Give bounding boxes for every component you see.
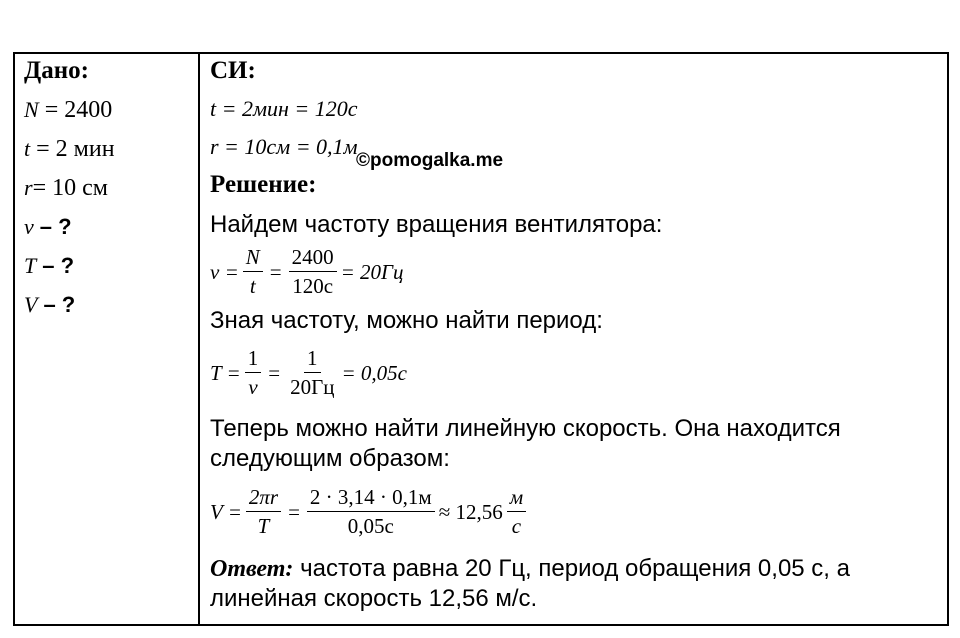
given-n: N = 2400 (24, 97, 113, 123)
fraction: $\frac{1}{20Гц}$ (290, 346, 335, 399)
fraction: $\frac{2400}{120с}$ (289, 244, 337, 300)
si-time: t = 2мин = 120с (210, 96, 358, 121)
column-divider (198, 52, 200, 626)
unknown-v: V – ? (24, 292, 76, 317)
fraction: $\frac{N}{t}$ (243, 244, 263, 300)
answer (210, 554, 945, 614)
solution-heading: Решение: (210, 171, 317, 198)
period-text: Зная частоту, можно найти период: (210, 307, 603, 334)
fraction: $\frac{1}{\nu}$ (245, 345, 262, 401)
velocity-text: Теперь можно найти линейную скорость. Она находится следующим образом: (210, 415, 841, 472)
given-t: t = 2 мин (24, 136, 115, 162)
answer-text: частота равна 20 Гц, период обращения 0,05 с, а линейная скорость 12,56 м/с. (210, 555, 850, 612)
velocity-formula: V = $\frac{2\pi r}{T}$ = $\frac{2 \cdot 3,14 \cdot 0,1м}{0,05с}$ ≈ 12,56 $\frac{м}{с}$ (210, 474, 945, 550)
solution-column (210, 56, 945, 614)
period-formula: T = $\frac{1}{\nu}$ = $\frac{1}{20Гц}$ = 0,05с (210, 346, 407, 399)
frequency-text: Найдем частоту вращения вентилятора: (210, 211, 663, 238)
frequency-formula: ν = $\frac{N}{t}$ = $\frac{2400}{120с}$ = 20Гц (210, 245, 404, 298)
watermark: ©pomogalka.me (356, 150, 504, 171)
fraction: $\frac{2 \cdot 3,14 \cdot 0,1м}{0,05с}$ (307, 484, 435, 540)
fraction: $\frac{2\pi r}{T}$ (246, 484, 281, 540)
given-column (24, 56, 194, 324)
given-r: r= 10 см (24, 175, 108, 201)
given-heading: Дано: (24, 57, 89, 84)
unknown-t: T – ? (24, 253, 75, 278)
answer-label: Ответ: (210, 556, 294, 582)
si-radius: r = 10см = 0,1м ©pomogalka.me (210, 128, 945, 166)
unknown-nu: ν – ? (24, 214, 72, 239)
fraction: $\frac{м}{с}$ (507, 484, 526, 540)
si-heading: СИ: (210, 57, 256, 84)
